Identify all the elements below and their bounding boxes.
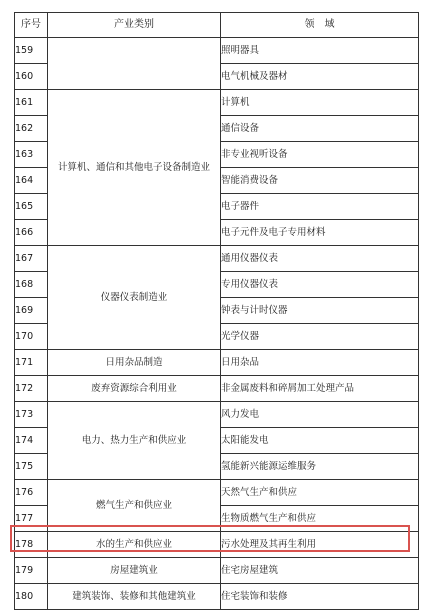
row-number: 168	[15, 272, 48, 298]
row-number: 160	[15, 64, 48, 90]
field-name: 氢能新兴能源运维服务	[221, 454, 419, 480]
field-name: 太阳能发电	[221, 428, 419, 454]
header-industry: 产业类别	[48, 13, 221, 38]
field-name: 住宅装饰和装修	[221, 584, 419, 610]
table-row	[15, 376, 419, 402]
industry-category: 燃气生产和供应业	[48, 480, 221, 532]
industry-category: 建筑装饰、装修和其他建筑业	[48, 584, 221, 610]
table-row	[15, 532, 419, 558]
row-number: 180	[15, 584, 48, 610]
table-row	[15, 38, 419, 64]
row-number: 175	[15, 454, 48, 480]
row-number: 179	[15, 558, 48, 584]
field-name: 通用仪器仪表	[221, 246, 419, 272]
field-name: 智能消费设备	[221, 168, 419, 194]
field-name: 日用杂品	[221, 350, 419, 376]
row-number: 178	[15, 532, 48, 558]
row-number: 162	[15, 116, 48, 142]
table-body	[15, 38, 419, 610]
row-number: 169	[15, 298, 48, 324]
field-name: 计算机	[221, 90, 419, 116]
field-name: 电子器件	[221, 194, 419, 220]
header-number: 序号	[15, 13, 48, 38]
industry-category: 电力、热力生产和供应业	[48, 402, 221, 480]
row-number: 166	[15, 220, 48, 246]
row-number: 170	[15, 324, 48, 350]
field-name: 电子元件及电子专用材料	[221, 220, 419, 246]
field-name: 照明器具	[221, 38, 419, 64]
row-number: 159	[15, 38, 48, 64]
industry-category: 水的生产和供应业	[48, 532, 221, 558]
row-number: 177	[15, 506, 48, 532]
industry-table	[14, 12, 419, 610]
row-number: 167	[15, 246, 48, 272]
field-name: 专用仪器仪表	[221, 272, 419, 298]
row-number: 171	[15, 350, 48, 376]
industry-category	[48, 38, 221, 90]
table-header-row	[15, 13, 419, 38]
field-name: 风力发电	[221, 402, 419, 428]
table-row	[15, 584, 419, 610]
row-number: 176	[15, 480, 48, 506]
field-name: 电气机械及器材	[221, 64, 419, 90]
field-name: 非专业视听设备	[221, 142, 419, 168]
field-name: 光学仪器	[221, 324, 419, 350]
row-number: 174	[15, 428, 48, 454]
table-row	[15, 480, 419, 506]
table-row	[15, 402, 419, 428]
row-number: 164	[15, 168, 48, 194]
industry-category: 日用杂品制造	[48, 350, 221, 376]
industry-category: 仪器仪表制造业	[48, 246, 221, 350]
table-row	[15, 350, 419, 376]
industry-category: 废弃资源综合利用业	[48, 376, 221, 402]
industry-category: 计算机、通信和其他电子设备制造业	[48, 90, 221, 246]
row-number: 163	[15, 142, 48, 168]
field-name: 生物质燃气生产和供应	[221, 506, 419, 532]
field-name: 天然气生产和供应	[221, 480, 419, 506]
field-name: 住宅房屋建筑	[221, 558, 419, 584]
industry-category: 房屋建筑业	[48, 558, 221, 584]
table-row	[15, 246, 419, 272]
field-name: 非金属废料和碎屑加工处理产品	[221, 376, 419, 402]
row-number: 173	[15, 402, 48, 428]
field-name: 钟表与计时仪器	[221, 298, 419, 324]
field-name: 通信设备	[221, 116, 419, 142]
table-row	[15, 558, 419, 584]
row-number: 165	[15, 194, 48, 220]
header-field: 领 域	[221, 13, 419, 38]
row-number: 161	[15, 90, 48, 116]
row-number: 172	[15, 376, 48, 402]
table-row	[15, 90, 419, 116]
field-name: 污水处理及其再生利用	[221, 532, 419, 558]
